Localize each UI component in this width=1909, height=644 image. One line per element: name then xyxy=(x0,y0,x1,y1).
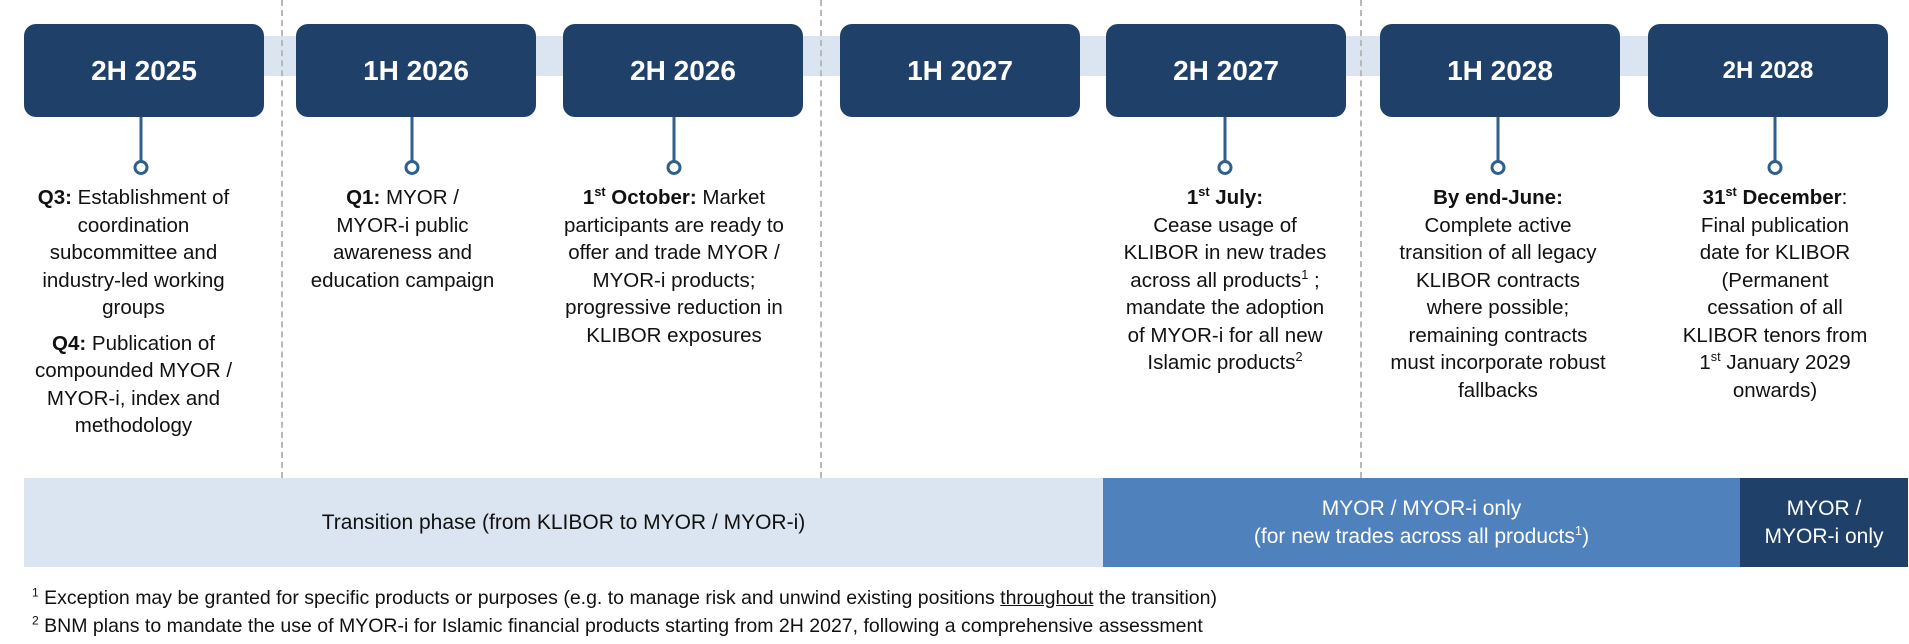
footnote-2: $^2$ BNM plans to mandate the use of MYOR-i for Islamic financial products starting from 2H 2027, following a comprehensive assessment xyxy=(32,613,1203,637)
marker-1h-2026 xyxy=(405,160,420,175)
phase-transition: Transition phase (from KLIBOR to MYOR / MYOR-i) xyxy=(24,478,1103,567)
milestone-q3: Q3: Establishment of coordination subcommittee and industry-led working groups xyxy=(37,186,230,319)
period-2h-2025: 2H 2025 xyxy=(24,24,264,117)
marker-2h-2025 xyxy=(134,160,149,175)
connector-1h-2026 xyxy=(411,117,414,161)
phase-myor-only: MYOR / MYOR-i only xyxy=(1740,478,1908,567)
period-2h-2026: 2H 2026 xyxy=(563,24,803,117)
marker-2h-2027 xyxy=(1218,160,1233,175)
period-2h-2028: 2H 2028 xyxy=(1648,24,1888,117)
phase-new-trades-only: MYOR / MYOR-i only (for new trades across all products$^1$) xyxy=(1103,478,1740,567)
period-1h-2026: 1H 2026 xyxy=(296,24,536,117)
divider-2026-2027 xyxy=(820,0,822,478)
connector-1h-2028 xyxy=(1497,117,1500,161)
divider-2027-2028 xyxy=(1360,0,1362,478)
milestone-2h-2025 xyxy=(26,184,241,440)
milestone-1h-2026: Q1: MYOR / MYOR-i public awareness and education campaign xyxy=(310,186,495,292)
marker-2h-2026 xyxy=(667,160,682,175)
period-2h-2027: 2H 2027 xyxy=(1106,24,1346,117)
marker-2h-2028 xyxy=(1768,160,1783,175)
milestone-q4: Q4: Publication of compounded MYOR / MYOR-i, index and methodology xyxy=(34,331,233,437)
connector-2h-2028 xyxy=(1774,117,1777,161)
milestone-2h-2028: 31st December: Final publication date for KLIBOR (Permanent cessation of all KLIBOR tenors from 1st January 2029 onwards) xyxy=(1682,184,1868,402)
connector-2h-2027 xyxy=(1224,117,1227,161)
period-1h-2027: 1H 2027 xyxy=(840,24,1080,117)
milestone-2h-2027: 1st July: Cease usage of KLIBOR in new trades across all products$^1$ ; mandate the adoption of MYOR-i for all new Islamic products$^2$ xyxy=(1123,184,1327,374)
marker-1h-2028 xyxy=(1491,160,1506,175)
milestone-2h-2026: 1st October: Market participants are ready to offer and trade MYOR / MYOR-i products; progressive reduction in KLIBOR exposures xyxy=(564,184,784,347)
connector-2h-2026 xyxy=(673,117,676,161)
divider-2025-2026 xyxy=(281,0,283,478)
milestone-1h-2028: By end-June: Complete active transition of all legacy KLIBOR contracts where possible; remaining contracts must incorporate robust fallbacks xyxy=(1390,186,1606,402)
period-1h-2028: 1H 2028 xyxy=(1380,24,1620,117)
footnote-1: $^1$ Exception may be granted for specific products or purposes (e.g. to manage risk and unwind existing positions throughout the transition) xyxy=(32,585,1217,609)
connector-2h-2025 xyxy=(140,117,143,161)
